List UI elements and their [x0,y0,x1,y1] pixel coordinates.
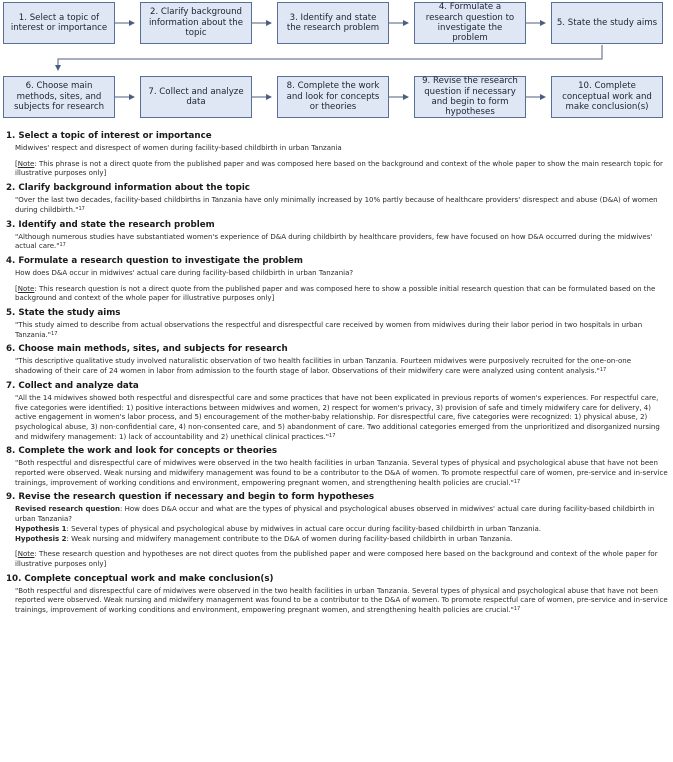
step-quote: "Both respectful and disrespectful care of midwives were observed in the two health facilities in urban Tanzania. Several types of physical and psychological abuse that have not been reported were observed. Weak nursing and midwifery management was found to be a contributor to the D&A of women. To promote respectful care of women, pre-service and in-service trainings, improvement of working conditions and environment, empowering pregnant women, and strengthening health policies are crucial."$^{17}$ [15,585,668,615]
step-text: Midwives' respect and disrespect of women during facility-based childbirth in urban Tanzania [15,143,342,152]
step-10 [6,574,670,615]
step-heading: 2. Clarify background information about the topic [6,183,250,194]
reference-marker: 17 [329,432,336,439]
flow-box-8: 8. Complete the work and look for concepts or theories [277,76,389,118]
flow-box-6: 6. Choose main methods, sites, and subjects for research [3,76,115,118]
step-heading: 9. Revise the research question if necessary and begin to form hypotheses [6,492,375,503]
step-note: [Note: This phrase is not a direct quote from the published paper and was composed here based on the background and context of the whole paper to show the main research topic for illustrative purposes only] [15,158,663,178]
reference-marker: 17 [599,367,607,374]
step-quote: "Although numerous studies have substantiated women's experience of D&A during childbirth by healthcare providers, few have focused on how D&A occurred during the midwives' actual care."$^{17}$ [15,231,653,251]
arrow-5-6 [58,45,602,70]
reference-marker: 17 [78,205,85,212]
step-4 [6,256,670,303]
step-note: [Note: This research question is not a direct quote from the published paper and was composed here to show a possible initial research question that can be formulated based on the background and context of the whole paper for illustrative purposes only] [15,283,656,303]
step-heading: 6. Choose main methods, sites, and subjects for research [6,344,288,355]
flow-box-1: 1. Select a topic of interest or importance [3,2,115,44]
note-label: Note [17,158,35,168]
step-heading: 8. Complete the work and look for concepts or theories [6,446,278,457]
step-quote: "Both respectful and disrespectful care of midwives were observed in the two health facilities in urban Tanzania. Several types of physical and psychological abuse that have not been reported were observed. Weak nursing and midwifery management was found to be a contributor to the D&A of women. To promote respectful care of women, pre-service and in-service trainings, improvement of working conditions and environment, empowering pregnant women, and strengthening health policies are crucial."$^{17}$ [15,458,668,487]
step-heading: 7. Collect and analyze data [6,380,139,391]
reference-marker: 17 [51,330,58,337]
step-heading: 10. Complete conceptual work and make conclusion(s) [6,573,274,584]
step-heading: 5. State the study aims [6,308,121,319]
note-label: Note [17,283,35,293]
step-1 [6,131,670,178]
reference-marker: 17 [513,606,521,613]
hypothesis-2: Hypothesis 2: Weak nursing and midwifery management contribute to the D&A of women during facility-based childbirth in urban Tanzania. [15,533,513,543]
flow-box-7: 7. Collect and analyze data [140,76,252,118]
flow-box-4: 4. Formulate a research question to investigate the problem [414,2,526,44]
step-9 [6,492,670,568]
step-5 [6,308,670,339]
reference-marker: 17 [59,242,66,249]
flow-box-5: 5. State the study aims [551,2,663,44]
step-7 [6,381,670,442]
step-3 [6,220,670,251]
step-text: How does D&A occur in midwives' actual care during facility-based childbirth in urban Tanzania? [15,267,354,277]
flowchart [0,0,673,130]
flow-box-2: 2. Clarify background information about the topic [140,2,252,44]
step-8 [6,446,670,487]
reference-marker: 17 [513,478,521,485]
step-heading: 3. Identify and state the research problem [6,219,215,230]
hypothesis-1: Hypothesis 1: Several types of physical and psychological abuse by midwives in actual care occur during facility-based childbirth in urban Tanzania. [15,523,542,533]
flow-box-3: 3. Identify and state the research problem [277,2,389,44]
step-quote: "This descriptive qualitative study involved naturalistic observation of two health facilities in urban Tanzania. Fourteen midwives were purposively recruited for the one-on-one shadowing of their care of 24 women in labor from admission to the fourth stage of labor. Observations of their midwifery care were analyzed using content analysis."$^{17}$ [15,356,632,376]
step-heading: 1. Select a topic of interest or importance [6,131,212,141]
flow-box-9: 9. Revise the research question if necessary and begin to form hypotheses [414,76,526,118]
step-quote: "All the 14 midwives showed both respectful and disrespectful care and some practices that have not been explicated in previous reports of women's experiences. For respectful care, five categories were identified: 1) positive interactions between midwives and women, 2) respect for women's privacy, 3) provision of safe and timely midwifery care for delivery, 4) active engagement in women's labor process, and 5) encouragement of the mother-baby relationship. For disrespectful care, five categories were recognized: 1) physical abuse, 2) psychological abuse, 3) non-confidential care, 4) non-consented care, and 5) abandonment of care. Two additional categories emerged from the unprioritized and disorganized nursing and midwifery management: 1) lack of accountability and 2) unethical clinical practices."$^{17}$ [15,392,660,441]
step-heading: 4. Formulate a research question to investigate the problem [6,255,303,266]
step-note: [Note: These research question and hypotheses are not direct quotes from the published paper and were composed here based on the background and context of the whole paper for illustrative purposes only] [15,549,658,568]
note-label: Note [17,549,35,559]
step-quote: "This study aimed to describe from actual observations the respectful and disrespectful care received by women from midwives during their labor period in two hospitals in urban Tanzania."$^{17}$ [15,320,643,339]
step-descriptions [6,131,670,620]
flow-box-10: 10. Complete conceptual work and make conclusion(s) [551,76,663,118]
step-2 [6,183,670,214]
step-6 [6,344,670,375]
revised-question: Revised research question: How does D&A occur and what are the types of physical and psychological abuses observed in midwives' actual care during facility-based childbirth in urban Tanzania? [15,504,655,524]
step-quote: "Over the last two decades, facility-based childbirths in Tanzania have only minimally increased by 10% partly because of healthcare providers' disrespect and abuse (D&A) of women during childbirth."$^{17}$ [15,195,658,214]
